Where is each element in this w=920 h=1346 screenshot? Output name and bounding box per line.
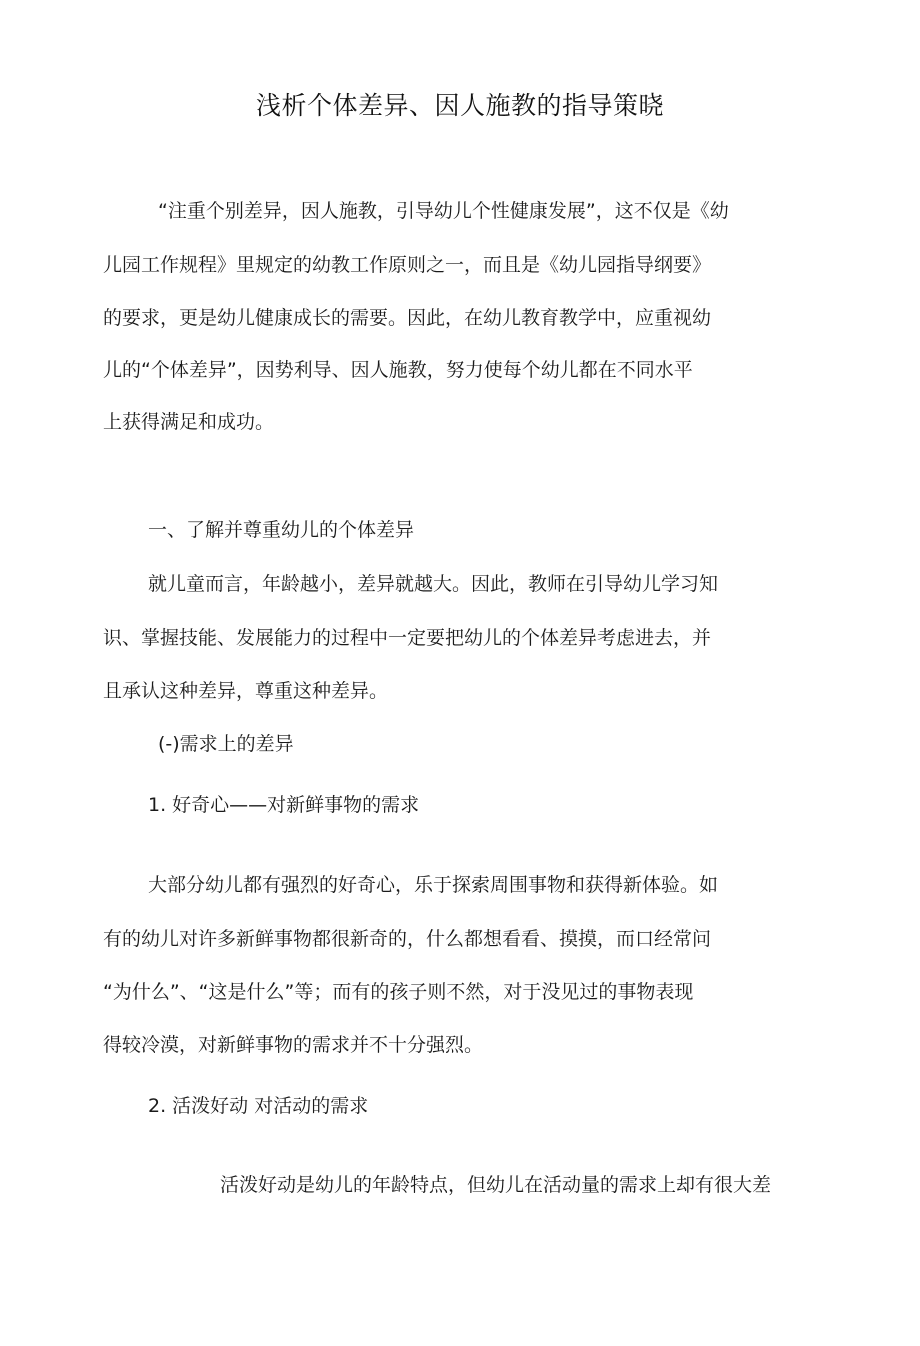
section-heading: 一、了解并尊重幼儿的个体差异: [148, 519, 415, 541]
intro-line: 儿园工作规程》里规定的幼教工作原则之一，而且是《幼儿园指导纲要》: [103, 254, 712, 276]
item-heading: 1. 好奇心——对新鲜事物的需求: [148, 794, 420, 816]
intro-line: 儿的“个体差异”，因势利导、因人施教，努力使每个幼儿都在不同水平: [103, 359, 693, 381]
item-heading: 2. 活泼好动 对活动的需求: [148, 1095, 369, 1117]
subsection-heading: (-)需求上的差异: [158, 733, 294, 755]
document-title: 浅析个体差异、因人施教的指导策晓: [255, 91, 664, 120]
item-line: 大部分幼儿都有强烈的好奇心，乐于探索周围事物和获得新体验。如: [148, 874, 719, 896]
section-line: 识、掌握技能、发展能力的过程中一定要把幼儿的个体差异考虑进去，并: [103, 627, 712, 649]
item-line: “为什么”、“这是什么”等；而有的孩子则不然，对于没见过的事物表现: [103, 981, 694, 1003]
section-line: 就儿童而言，年龄越小，差异就越大。因此，教师在引导幼儿学习知: [148, 573, 719, 595]
intro-line: 的要求，更是幼儿健康成长的需要。因此，在幼儿教育教学中，应重视幼: [103, 307, 712, 329]
intro-line: “注重个别差异，因人施教，引导幼儿个性健康发展”，这不仅是《幼: [158, 200, 729, 222]
item-line: 活泼好动是幼儿的年龄特点，但幼儿在活动量的需求上却有很大差: [220, 1174, 772, 1196]
intro-line: 上获得满足和成功。: [103, 411, 275, 433]
item-line: 得较冷漠，对新鲜事物的需求并不十分强烈。: [103, 1034, 484, 1056]
item-line: 有的幼儿对许多新鲜事物都很新奇的，什么都想看看、摸摸，而口经常问: [103, 928, 712, 950]
section-line: 且承认这种差异，尊重这种差异。: [103, 680, 389, 702]
